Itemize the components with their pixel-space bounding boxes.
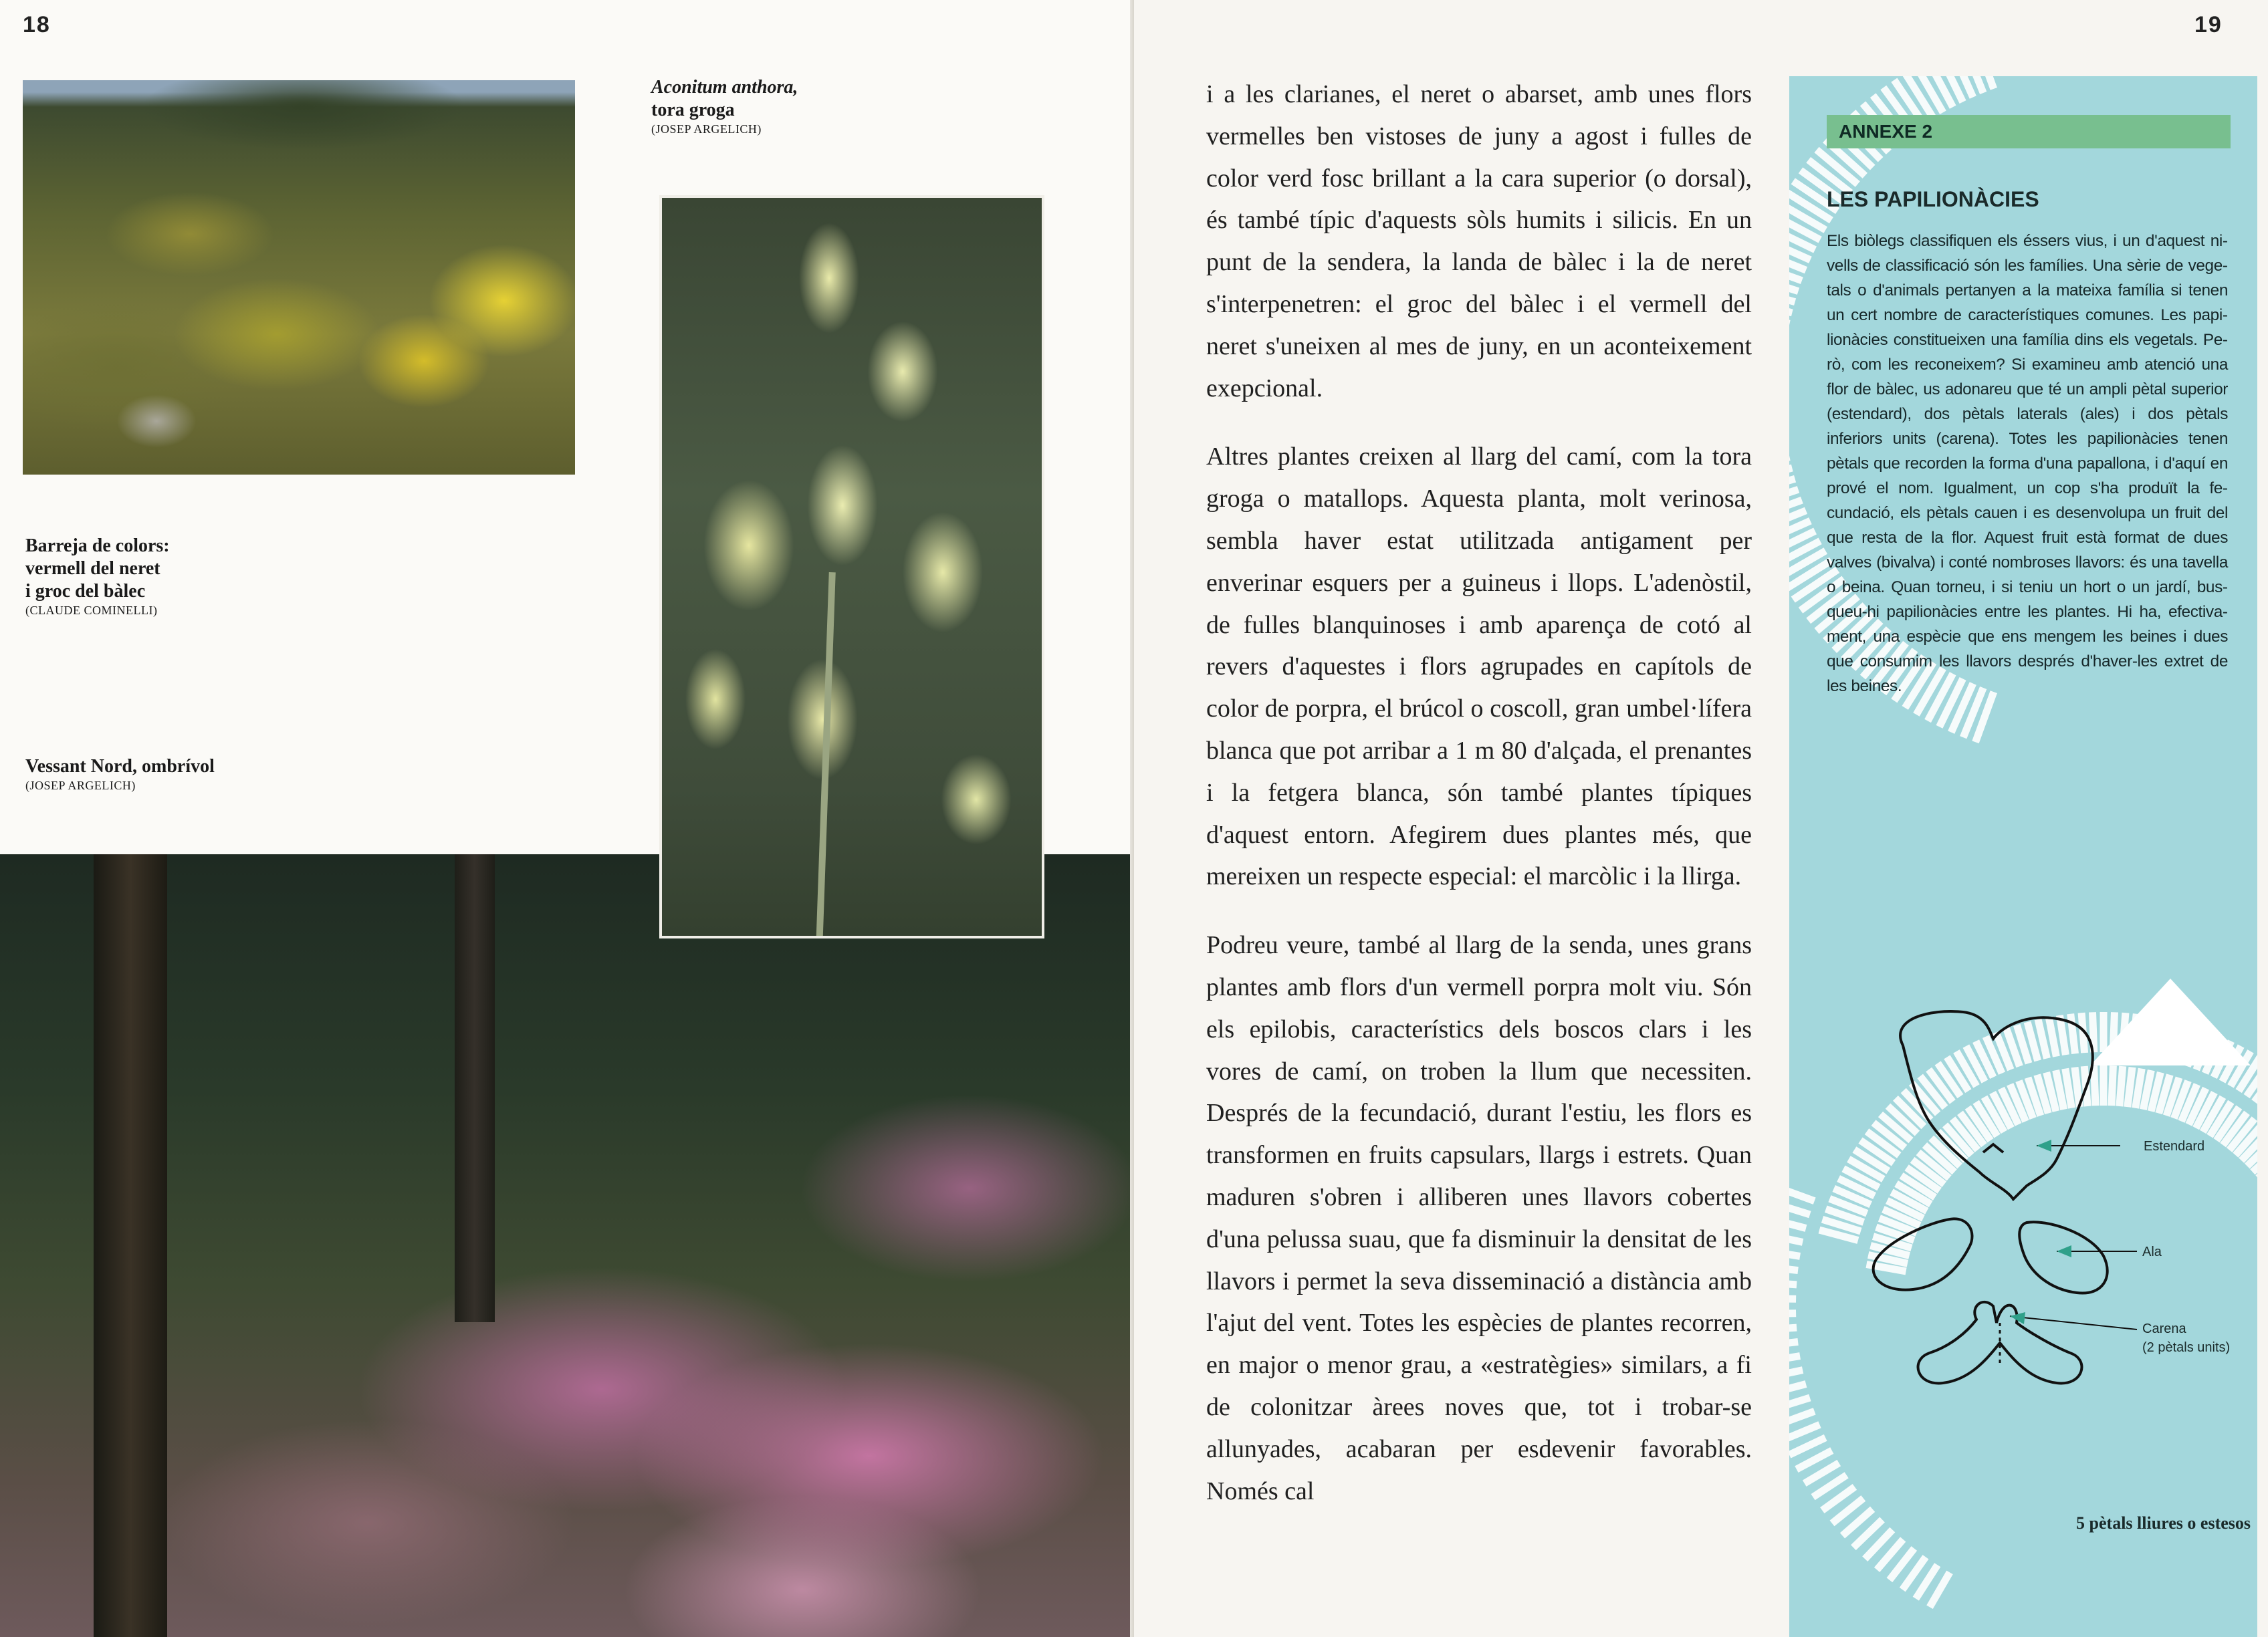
arrow-carena-line — [2010, 1316, 2137, 1330]
arrow-estendard-head — [2037, 1140, 2051, 1152]
caption-aconitum-name: tora groga — [651, 100, 735, 120]
photo-hillside-broom-gorse — [23, 80, 575, 475]
label-carena-sub: (2 pètals units) — [2142, 1340, 2231, 1355]
caption-aconitum-species: Aconitum anthora, — [651, 77, 798, 98]
paragraph-2: Altres plantes creixen al llarg del camí, com la tora groga o matallops. Aquesta planta, molt verinosa, sembla haver estat utilitzada antigament per enverinar esquers per a guineus i llops. L'adenòstil, de fulles blanquinoses i amb aparença de cotó al revers d'aquestes i flors agrupades en capítols de color de porpra, el brúcol o coscoll, gran umbel·lífera blanca que pot arribar a 1 m 80 d'alçada, el prenantes i la fetgera blanca, són també plantes típiques d'aquest entorn. Afegirem dues plantes més, que mereixen un respecte especial: el marcòlic i la llirga. — [1206, 443, 1752, 891]
photo-north-slope-forest — [0, 854, 1130, 1637]
caption-colors-line3: i groc del bàlec — [25, 581, 146, 602]
standard-petal-outline — [1900, 1011, 2093, 1199]
label-ala: Ala — [2142, 1245, 2162, 1259]
caption-north-slope-credit: (JOSEP ARGELICH) — [25, 779, 136, 792]
photo-aconitum-anthora — [659, 195, 1044, 938]
annex-sidebar — [1789, 76, 2257, 1637]
keel-petal-outline — [1918, 1302, 2082, 1384]
arrow-ala-head — [2057, 1245, 2071, 1257]
papilionaceous-flower-diagram — [1789, 959, 2257, 1560]
caption-north-slope — [25, 755, 306, 793]
page-number-left: 18 — [23, 12, 51, 37]
label-carena: Carena — [2142, 1321, 2186, 1336]
annex-title: LES PAPILIONÀCIES — [1827, 187, 2039, 211]
annex-label: ANNEXE 2 — [1827, 115, 2231, 148]
paragraph-3: Podreu veure, també al llarg de la senda, unes grans plantes amb flors d'un vermell porpra molt viu. Són els epilobis, característics dels boscos clars i les vores de camí, on troben la llum que necessiten. Després de la fecundació, durant l'estiu, les flors es transformen en fruits capsulars, llargs i estrets. Quan maduren s'obren i alliberen unes llavors cobertes d'una pelussa suau, que fa disminuir la densitat de les llavors i permet la seva disseminació a distància amb l'ajut del vent. Totes les espècies de plantes recorren, en major o menor grau, a «estratègies» similars, a fi de colonitzar àrees noves que, tot i trobar-se allunyades, acabaran per esdevenir favorables. Només cal — [1206, 931, 1752, 1505]
caption-aconitum — [651, 76, 852, 136]
annex-text: Els biòlegs classifiquen els éssers vius, i un d'aquest nivells de classificació són les famílies. Una sèrie de vegetals o d'animals pertanyen a la mateixa família si tenen un cert nombre de característiques comunes. Les papilionàcies constitueixen una família dins els vegetals. Però, com les reconeixem? Si examineu amb atenció una flor de bàlec, us adonareu que té un ampli pètal superior (estendard), dos pètals laterals (ales) i dos pètals inferiors units (carena). Totes les papilionàcies tenen pètals que recorden la forma d'una papallona, i d'aquí en prové el nom. Igualment, un cop s'ha produït la fecundació, els pètals cauen i es desenvolupa un fruit del que resta de la flor. Aquest fruit està format de dues valves (bivalva) i conté nombroses llavors: és una tavella o beina. Quan torneu, i si teniu un hort o un jardí, busqueu-hi papilionàcies entre les plantes. Hi ha, efectivament, una espècie que ens mengem les beines i dues que consumim les llavors després d'haver-les extret de les beines. — [1827, 232, 2228, 695]
caption-colors — [25, 535, 266, 618]
paragraph-1: i a les clarianes, el neret o abarset, amb unes flors vermelles ben vistoses de juny a agost i fulles de color verd fosc brillant a la cara superior (o dorsal), és també típic d'aquests sòls humits i silicis. En un punt de la sendera, la landa de bàlec i la de neret s'interpenetren: el groc del bàlec i el vermell del neret s'uneixen al mes de juny, en un aconteixement exepcional. — [1206, 80, 1752, 402]
caption-aconitum-credit: (JOSEP ARGELICH) — [651, 122, 762, 136]
white-triangle-shape — [2090, 979, 2251, 1065]
caption-colors-line2: vermell del neret — [25, 558, 160, 579]
caption-north-slope-title: Vessant Nord, ombrívol — [25, 756, 215, 777]
standard-petal-mark — [1983, 1144, 2003, 1152]
main-text-column — [1206, 74, 1752, 1539]
diagram-caption: 5 pètals lliures o estesos — [2076, 1513, 2251, 1533]
caption-colors-line1: Barreja de colors: — [25, 535, 170, 556]
label-estendard: Estendard — [2144, 1139, 2205, 1154]
wing-petal-right — [2019, 1222, 2107, 1293]
caption-colors-credit: (CLAUDE COMINELLI) — [25, 604, 158, 617]
page-number-right: 19 — [2194, 12, 2223, 37]
wing-petal-left — [1874, 1219, 1972, 1289]
